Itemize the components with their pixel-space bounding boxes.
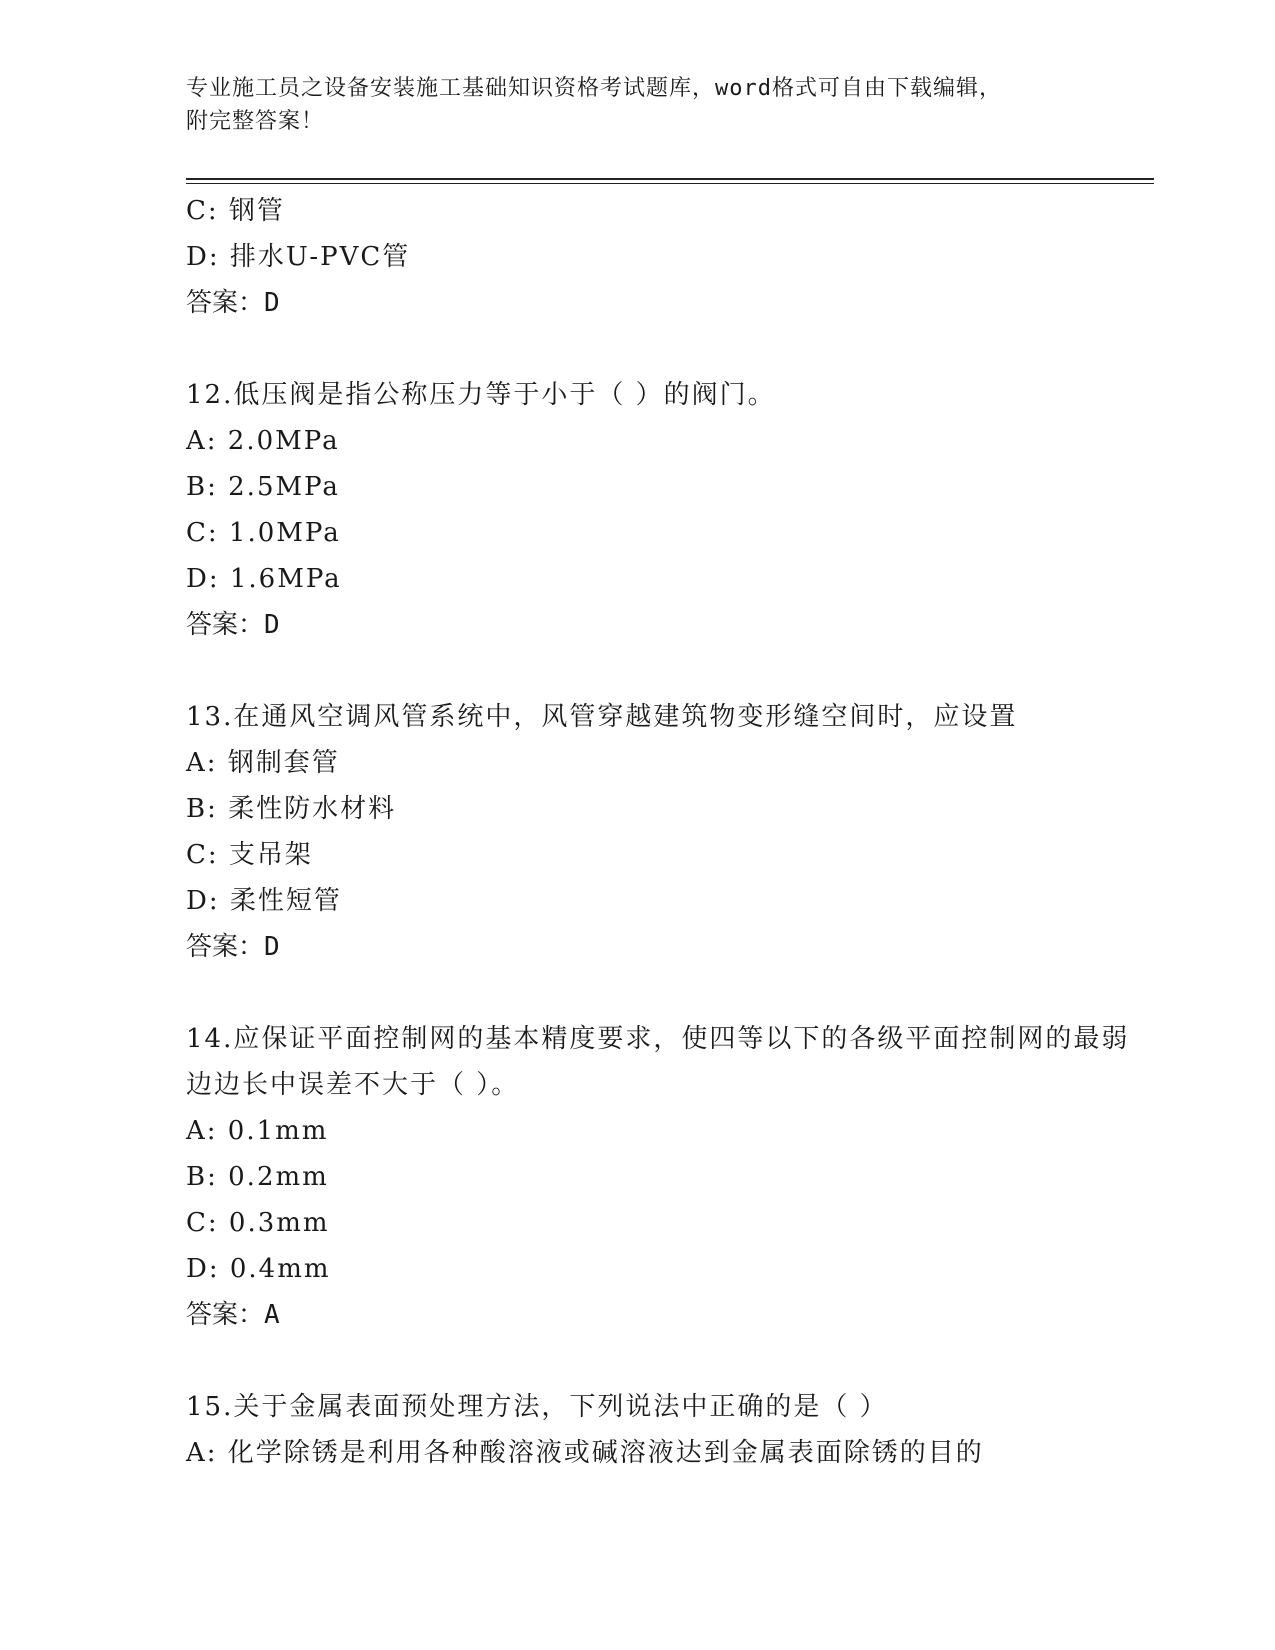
question-text: 14.应保证平面控制网的基本精度要求，使四等以下的各级平面控制网的最弱边边长中误差不大于（ ）。 <box>186 1024 1130 1100</box>
header-divider-thick <box>186 178 1154 180</box>
question-13 <box>186 694 1146 970</box>
option-item: A: 0.1mm <box>186 1116 329 1146</box>
header-divider-thin <box>186 183 1154 184</box>
option-item: B: 柔性防水材料 <box>186 794 397 824</box>
option-item: B: 0.2mm <box>186 1162 329 1192</box>
answer-line: 答案：D <box>186 288 280 318</box>
option-item: A: 化学除锈是利用各种酸溶液或碱溶液达到金属表面除锈的目的 <box>186 1438 984 1468</box>
question-text: 15.关于金属表面预处理方法，下列说法中正确的是（ ） <box>186 1392 888 1422</box>
option-item: C: 1.0MPa <box>186 518 341 548</box>
header-line-1: 专业施工员之设备安装施工基础知识资格考试题库，word格式可自由下载编辑， <box>186 76 1002 101</box>
option-item: D: 1.6MPa <box>186 564 342 594</box>
question-list <box>186 188 1146 1476</box>
document-header <box>186 72 1066 138</box>
option-item: D: 0.4mm <box>186 1254 331 1284</box>
option-item: A: 钢制套管 <box>186 748 340 778</box>
question-text: 13.在通风空调风管系统中，风管穿越建筑物变形缝空间时，应设置 <box>186 702 1018 732</box>
answer-line: 答案：D <box>186 932 280 962</box>
option-item: D: 柔性短管 <box>186 886 342 916</box>
question-fragment <box>186 188 1146 326</box>
option-item: C: 钢管 <box>186 196 285 226</box>
option-item: C: 0.3mm <box>186 1208 330 1238</box>
option-item: D: 排水U-PVC管 <box>186 242 411 272</box>
option-item: B: 2.5MPa <box>186 472 340 502</box>
option-item: A: 2.0MPa <box>186 426 340 456</box>
question-14 <box>186 1016 1146 1338</box>
answer-line: 答案：D <box>186 610 280 640</box>
header-line-2: 附完整答案！ <box>186 109 325 134</box>
answer-line: 答案：A <box>186 1300 280 1330</box>
option-item: C: 支吊架 <box>186 840 313 870</box>
question-15 <box>186 1384 1146 1476</box>
question-12 <box>186 372 1146 648</box>
question-text: 12.低压阀是指公称压力等于小于（ ）的阀门。 <box>186 380 776 410</box>
